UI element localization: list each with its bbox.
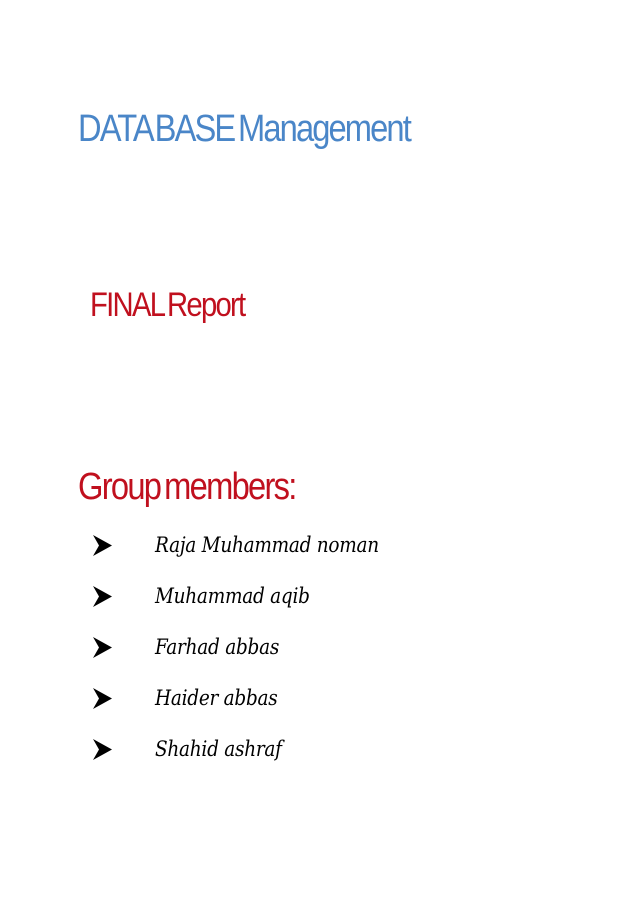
document-title: DATA BASE Management [78, 108, 410, 150]
member-name: Muhammad aqib [155, 584, 310, 608]
list-item [0, 733, 638, 784]
list-item [0, 580, 638, 631]
list-item [0, 529, 638, 580]
member-name: Haider abbas [155, 686, 278, 710]
list-item [0, 682, 638, 733]
document-subtitle: FINAL Report [90, 286, 245, 324]
arrow-bullet-icon [93, 739, 112, 760]
arrow-bullet-icon [93, 688, 112, 709]
arrow-bullet-icon [93, 586, 112, 607]
list-item [0, 631, 638, 682]
arrow-bullet-icon [93, 637, 112, 658]
arrow-bullet-icon [93, 535, 112, 556]
member-name: Raja Muhammad noman [155, 533, 379, 557]
members-heading: Group members: [78, 466, 296, 508]
member-name: Farhad abbas [155, 635, 280, 659]
members-list [0, 529, 638, 784]
member-name: Shahid ashraf [155, 737, 282, 761]
